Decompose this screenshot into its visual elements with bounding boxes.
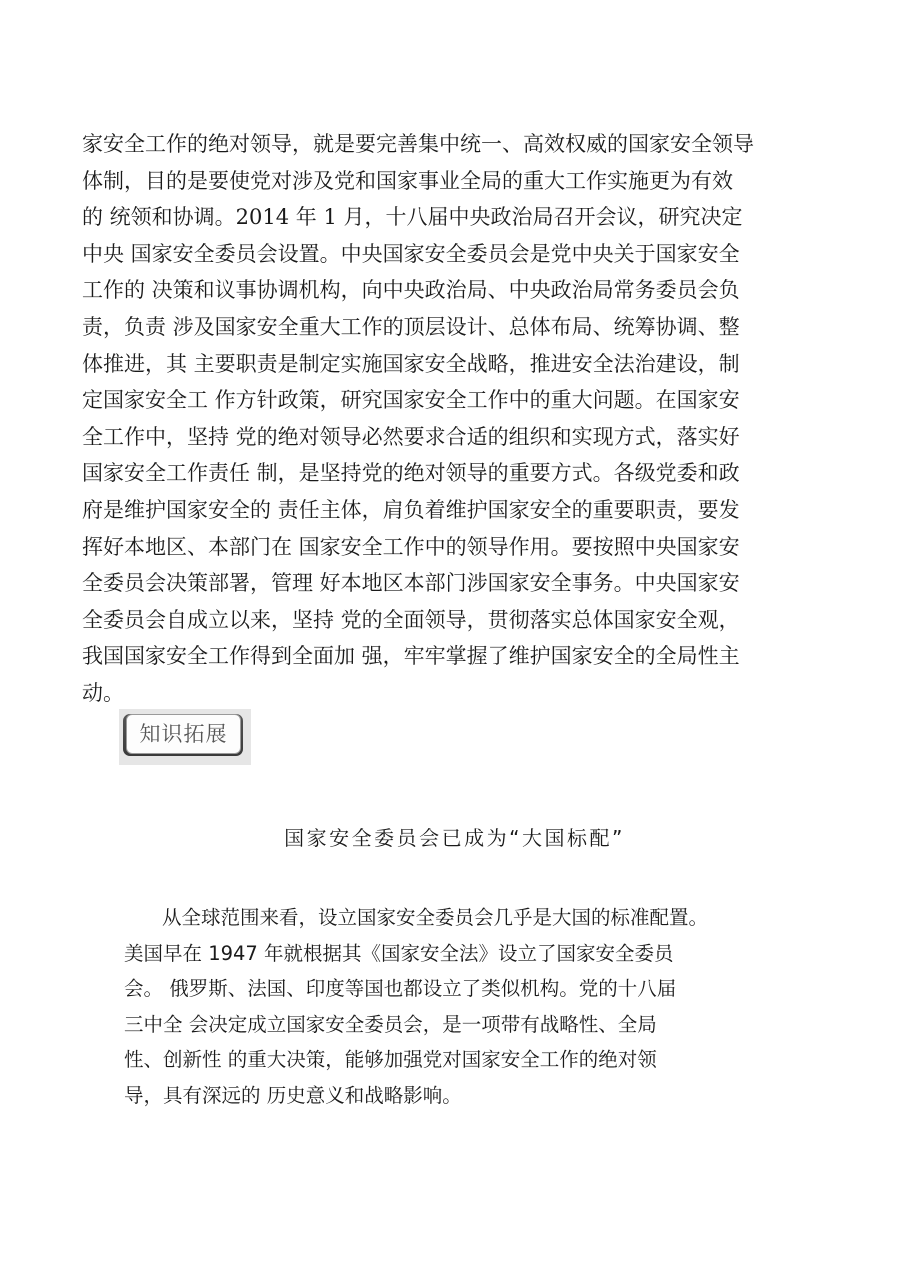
knowledge-line: 导，具有深远的 历史意义和战略影响。 [124,1083,462,1107]
paragraph-line: 体制，目的是要使党对涉及党和国家事业全局的重大工作实施更为有效 [82,168,733,193]
knowledge-line: 从全球范围来看，设立国家安全委员会几乎是大国的标准配置。 [162,906,709,929]
knowledge-badge [119,709,251,765]
knowledge-paragraph [124,900,804,1114]
paragraph-line: 全委员会自成立以来，坚持 党的全面领导，贯彻落实总体国家安全观， [82,607,740,632]
main-paragraph [82,126,802,712]
knowledge-line: 三中全 会决定成立国家安全委员会，是一项带有战略性、全局 [124,1012,657,1036]
paragraph-line: 中央 国家安全委员会设置。中央国家安全委员会是党中央关于国家安全 [82,241,740,266]
knowledge-badge-label: 知识拓展 [126,714,241,754]
paragraph-line: 全工作中，坚持 党的绝对领导必然要求合适的组织和实现方式，落实好 [82,424,740,449]
paragraph-line: 国家安全工作责任 制，是坚持党的绝对领导的重要方式。各级党委和政 [82,461,740,486]
paragraph-line: 挥好本地区、本部门在 国家安全工作中的领导作用。要按照中央国家安 [82,534,740,559]
paragraph-line: 动。 [82,680,124,705]
knowledge-line: 性、创新性 的重大决策，能够加强党对国家安全工作的绝对领 [124,1048,657,1072]
paragraph-line: 责，负责 涉及国家安全重大工作的顶层设计、总体布局、统筹协调、整 [82,314,740,339]
paragraph-line: 定国家安全工 作方针政策，研究国家安全工作中的重大问题。在国家安 [82,388,740,413]
paragraph-line: 家安全工作的绝对领导，就是要完善集中统一、高效权威的国家安全领导 [82,132,754,156]
knowledge-line: 会。 俄罗斯、法国、印度等国也都设立了类似机构。党的十八届 [124,977,677,1001]
paragraph-line: 府是维护国家安全的 责任主体，肩负着维护国家安全的重要职责，要发 [82,497,740,522]
knowledge-title: 国家安全委员会已成为“大国标配” [284,826,625,850]
paragraph-line: 全委员会决策部署，管理 好本地区本部门涉国家安全事务。中央国家安 [82,571,740,596]
paragraph-line: 的 统领和协调。2014 年 1 月，十八届中央政治局召开会议，研究决定 [82,205,743,230]
paragraph-line: 工作的 决策和议事协调机构，向中央政治局、中央政治局常务委员会负 [82,278,740,303]
knowledge-line: 美国早在 1947 年就根据其《国家安全法》设立了国家安全委员 [124,941,674,965]
paragraph-line: 体推进，其 主要职责是制定实施国家安全战略，推进安全法治建设，制 [82,351,740,376]
paragraph-line: 我国国家安全工作得到全面加 强，牢牢掌握了维护国家安全的全局性主 [82,644,740,669]
